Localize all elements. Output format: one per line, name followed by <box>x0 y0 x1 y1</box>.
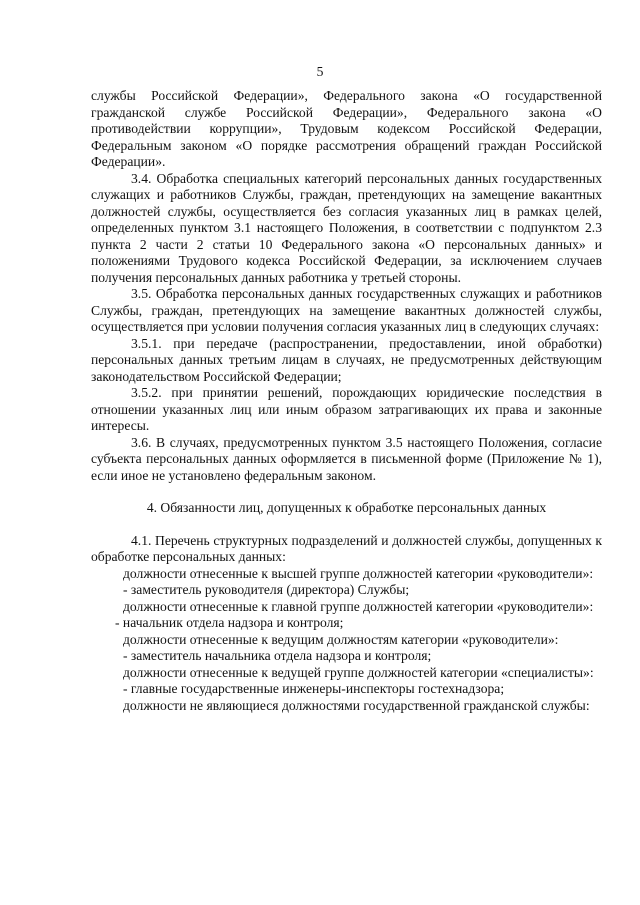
paragraph-3-6: 3.6. В случаях, предусмотренных пунктом 3.5 настоящего Положения, согласие субъекта персональных данных оформляется в письменной форме (Приложение № 1), если иное не установлено федеральным законом. <box>91 434 602 483</box>
paragraph-4-1: 4.1. Перечень структурных подразделений и должностей службы, допущенных к обработке персональных данных: <box>91 532 602 564</box>
category-non-civil-service: должности не являющиеся должностями государственной гражданской службы: <box>123 697 590 713</box>
paragraph-3-4: 3.4. Обработка специальных категорий персональных данных государственных служащих и работников Службы, граждан, претендующих на замещение вакантных должностей службы, осуществляется без согласия указанных лиц в рамках целей, определенных пунктом 3.1 настоящего Положения, в соответствии с подпунктом 2.3 пункта 2 части 2 статьи 10 Федерального закона «О персональных данных» и положениями Трудового кодекса Российской Федерации, за исключением случаев получения персональных данных работника у третьей стороны. <box>91 170 602 285</box>
list-item: - главные государственные инженеры-инспекторы гостехнадзора; <box>123 681 505 696</box>
list-item: - заместитель руководителя (директора) Службы; <box>123 582 410 597</box>
category-leading-specialists: должности отнесенные к ведущей группе должностей категории «специалисты»: <box>123 664 594 680</box>
paragraph-3-5: 3.5. Обработка персональных данных государственных служащих и работников Службы, граждан, претендующих на замещение вакантных должностей службы, осуществляется при условии получения согласия указанных лиц в следующих случаях: <box>91 286 602 334</box>
category-leading-managers: должности отнесенные к ведущим должностям категории «руководители»: <box>123 631 559 647</box>
paragraph-3-5-1: 3.5.1. при передаче (распространении, предоставлении, иной обработки) персональных данных третьим лицам в случаях, не предусмотренных действующим законодательством Российской Федерации; <box>91 335 602 384</box>
document-body <box>91 88 602 714</box>
category-highest-managers: должности отнесенные к высшей группе должностей категории «руководители»: <box>123 565 594 581</box>
page-number: 5 <box>316 64 324 79</box>
list-item: - начальник отдела надзора и контроля; <box>115 615 344 630</box>
paragraph-3-5-2: 3.5.2. при принятии решений, порождающих юридические последствия в отношении указанных лиц или иным образом затрагивающих их права и законные интересы. <box>91 385 602 433</box>
list-item: - заместитель начальника отдела надзора и контроля; <box>123 648 432 663</box>
category-main-managers: должности отнесенные к главной группе должностей категории «руководители»: <box>123 598 594 614</box>
paragraph-continuation: службы Российской Федерации», Федерального закона «О государственной гражданской службе Российской Федерации», Федерального закона «О противодействии коррупции», Трудовым кодексом Российской Федерации, Федеральным законом «О порядке рассмотрения обращений граждан Российской Федерации». <box>91 88 602 169</box>
section-heading-4: 4. Обязанности лиц, допущенных к обработке персональных данных <box>146 500 547 515</box>
